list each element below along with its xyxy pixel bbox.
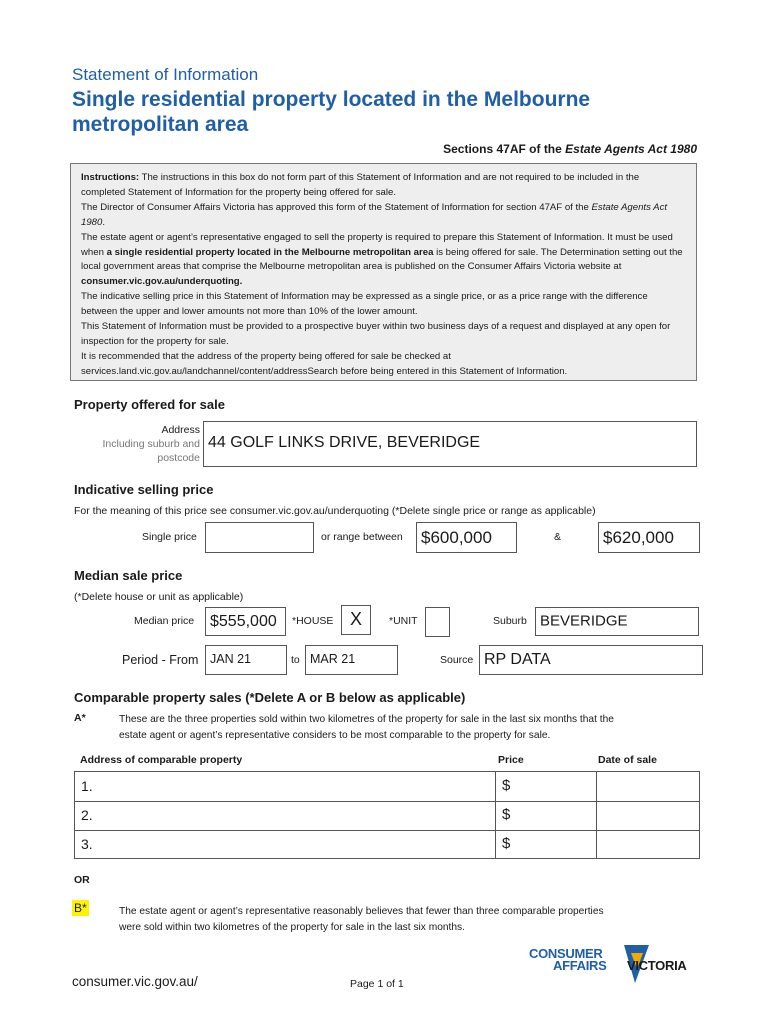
logo-word-consumer: CONSUMER [529, 946, 603, 961]
source-label: Source [440, 654, 474, 666]
comparable-heading: Comparable property sales (*Delete A or B below as applicable) [74, 690, 466, 705]
range-high-field[interactable] [598, 522, 700, 553]
instructions-p3-text-2: is being offered for sale. The Determination setting out the local government areas that comprise the Melbourne metropolitan area is published on the Consumer Affairs Victoria website at [81, 246, 683, 272]
option-a-label: A* [74, 712, 86, 724]
period-from-value: JAN 21 [210, 652, 251, 666]
logo-word-affairs: AFFAIRS [553, 958, 607, 973]
table-row[interactable] [75, 801, 699, 830]
row-price: $ [502, 806, 511, 823]
median-price-value: $555,000 [210, 612, 277, 630]
page-title-line1: Single residential property located in the Melbourne [72, 88, 591, 111]
period-to-value: MAR 21 [310, 652, 356, 666]
option-b-label: B* [74, 901, 87, 915]
option-b-text-line2: were sold within two kilometres of the property for sale in the last six months. [119, 922, 465, 933]
option-a-text [119, 712, 614, 744]
instructions-p1 [81, 171, 686, 200]
row-number: 1. [81, 778, 93, 794]
instructions-p4: The indicative selling price in this Statement of Information may be expressed as a single price, or as a price range with the difference between the upper and lower amounts not more than 10% of the lower amount. [81, 291, 648, 317]
period-label: Period - From [122, 653, 199, 667]
option-a-text-line1: These are the three properties sold within two kilometres of the property for sale in the last six months that the [119, 714, 614, 725]
instructions-p3 [81, 231, 686, 289]
consumer-affairs-victoria-logo [527, 943, 707, 993]
single-price-label: Single price [142, 531, 197, 543]
house-mark: X [349, 609, 362, 629]
median-price-label: Median price [134, 615, 195, 627]
range-low-value: $600,000 [421, 527, 492, 547]
table-row[interactable] [75, 772, 699, 801]
row-price: $ [502, 777, 511, 794]
instructions-p2 [81, 201, 686, 230]
address-label-line1: Address [161, 424, 200, 436]
row-price: $ [502, 835, 511, 852]
instructions-p2-end: . [102, 216, 106, 228]
underquoting-link[interactable]: consumer.vic.gov.au/underquoting. [81, 275, 243, 287]
address-value: 44 GOLF LINKS DRIVE, BEVERIDGE [208, 434, 481, 451]
indicative-heading: Indicative selling price [74, 482, 214, 497]
option-b-text [119, 904, 604, 936]
unit-checkbox[interactable] [425, 607, 450, 637]
range-high-value: $620,000 [603, 527, 674, 547]
page-subtitle: Statement of Information [72, 65, 259, 84]
address-label-line2: Including suburb and [102, 438, 200, 450]
house-checkbox[interactable] [341, 605, 371, 635]
instructions-p5: This Statement of Information must be provided to a prospective buyer within two business days of a request and displayed at any open for inspection for the property for sale. [81, 321, 671, 347]
instructions-p2-text: The Director of Consumer Affairs Victoria has approved this form of the Statement of Information for section 47AF of the [81, 202, 592, 213]
range-label: or range between [321, 531, 403, 543]
suburb-field[interactable] [535, 607, 699, 636]
range-low-field[interactable] [416, 522, 517, 553]
or-label: OR [74, 874, 90, 886]
suburb-label: Suburb [493, 615, 527, 627]
period-from-field[interactable] [205, 645, 287, 675]
col-address-header: Address of comparable property [80, 754, 243, 766]
footer-website[interactable]: consumer.vic.gov.au/ [72, 974, 198, 989]
option-b-text-line1: The estate agent or agent’s representative reasonably believes that fewer than three comparable properties [119, 906, 604, 917]
single-price-field[interactable] [205, 522, 314, 553]
unit-label: *UNIT [389, 615, 418, 627]
option-a-text-line2: estate agent or agent’s representative considers to be most comparable to the property for sale. [119, 730, 551, 741]
row-number: 3. [81, 836, 93, 852]
instructions-p1-text: The instructions in this box do not form part of this Statement of Information and are not required to be included in the completed Statement of Information for the property being offered for sale. [81, 172, 640, 198]
instructions-p2-act: Estate Agents Act 1980 [81, 202, 668, 228]
page-title [72, 87, 590, 137]
act-name: Estate Agents Act 1980 [565, 142, 697, 156]
house-label: *HOUSE [292, 615, 334, 627]
instructions-label: Instructions: [81, 172, 140, 183]
sections-prefix: Sections 47AF of the [443, 142, 566, 156]
property-heading: Property offered for sale [74, 397, 225, 412]
suburb-value: BEVERIDGE [540, 612, 628, 630]
logo-word-victoria: VICTORIA [627, 958, 687, 973]
page-title-line2: metropolitan area [72, 113, 249, 136]
page-number: Page 1 of 1 [350, 978, 404, 990]
source-value: RP DATA [484, 651, 551, 668]
source-field[interactable] [479, 645, 703, 675]
range-ampersand: & [554, 531, 562, 543]
table-row[interactable] [75, 830, 699, 859]
sections-reference [443, 142, 697, 156]
instructions-box [70, 163, 697, 381]
median-heading: Median sale price [74, 568, 183, 583]
address-label-line3: postcode [157, 452, 200, 464]
comparable-table [74, 771, 700, 859]
address-label [80, 423, 200, 465]
row-number: 2. [81, 807, 93, 823]
indicative-note: For the meaning of this price see consumer.vic.gov.au/underquoting (*Delete single price or range as applicable) [74, 505, 596, 517]
col-price-header: Price [498, 754, 524, 766]
instructions-p6: It is recommended that the address of the property being offered for sale be checked at services.land.vic.gov.au/landchannel/content/addressSearch before being entered in this Statement of Information. [81, 351, 568, 377]
median-price-field[interactable] [205, 607, 286, 636]
period-to-label: to [291, 654, 300, 666]
median-note: (*Delete house or unit as applicable) [74, 591, 244, 603]
address-field[interactable] [203, 421, 697, 467]
col-date-header: Date of sale [598, 754, 657, 766]
instructions-p3-text: The estate agent or agent’s representative engaged to sell the property is required to prepare this Statement of Information. It must be used when [81, 232, 673, 258]
instructions-p3-bold: a single residential property located in the Melbourne metropolitan area [106, 246, 434, 258]
period-to-field[interactable] [305, 645, 398, 675]
